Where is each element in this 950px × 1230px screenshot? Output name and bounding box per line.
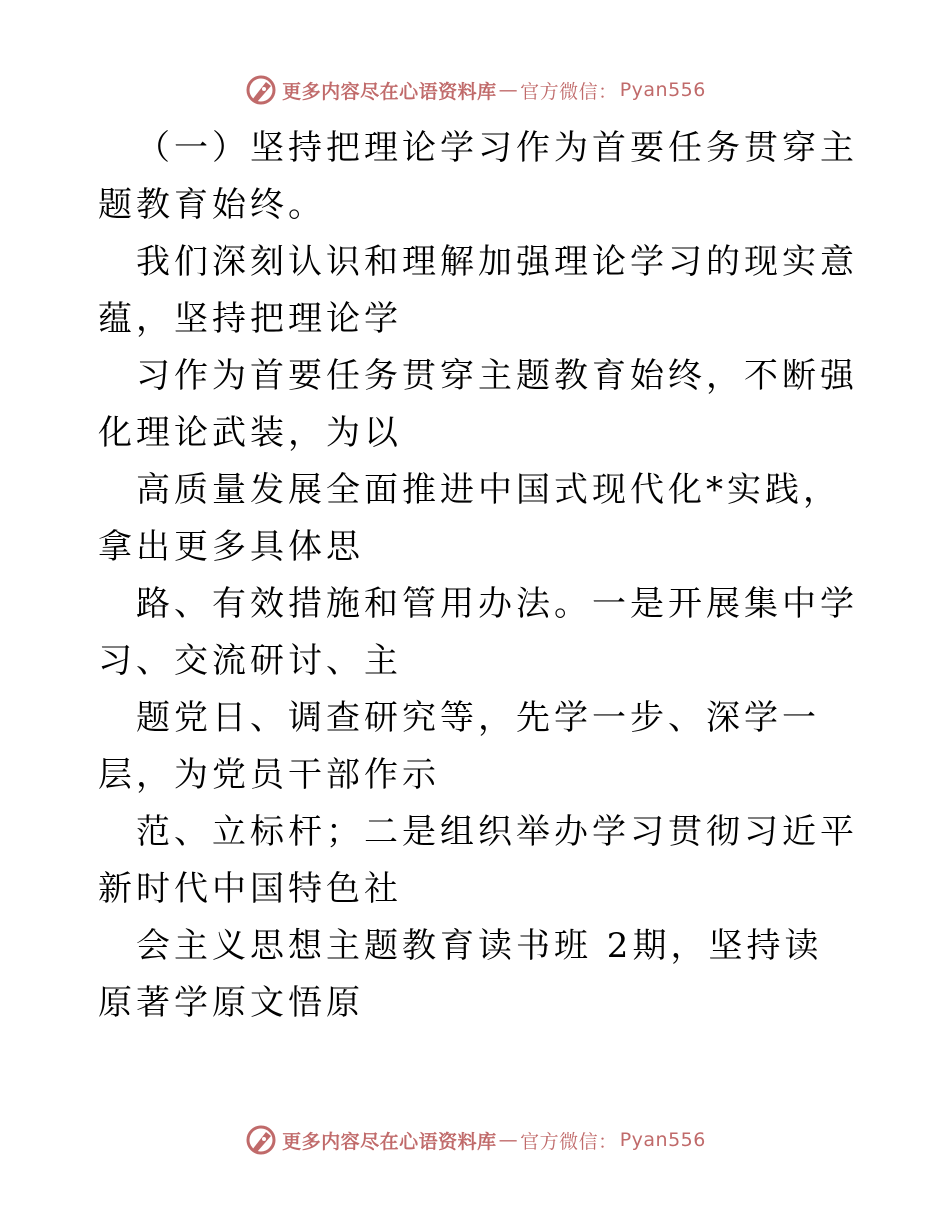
pen-nib-circle-icon [244, 1123, 278, 1157]
header-wechat-account: Pyan556 [619, 79, 706, 101]
header-banner [0, 70, 950, 110]
paragraph: 高质量发展全面推进中国式现代化*实践，拿出更多具体思 [98, 470, 841, 567]
footer-separator: — [498, 1129, 519, 1151]
header-wechat-label: 官方微信： [520, 80, 618, 103]
footer-wechat-account: Pyan556 [619, 1129, 706, 1151]
document-body [98, 120, 858, 1032]
header-separator: — [498, 79, 519, 101]
footer-site-name: 更多内容尽在心语资料库 [282, 1130, 497, 1153]
paragraph: 习作为首要任务贯穿主题教育始终，不断强化理论武装，为以 [98, 356, 858, 453]
paragraph: 题党日、调查研究等，先学一步、深学一层，为党员干部作示 [98, 698, 820, 795]
paragraph: 范、立标杆；二是组织举办学习贯彻习近平新时代中国特色社 [98, 812, 858, 909]
paragraph: 我们深刻认识和理解加强理论学习的现实意蕴，坚持把理论学 [98, 242, 858, 339]
paragraph-heading: （一）坚持把理论学习作为首要任务贯穿主题教育始终。 [98, 128, 858, 225]
footer-banner [0, 1120, 950, 1160]
paragraph: 路、有效措施和管用办法。一是开展集中学习、交流研讨、主 [98, 584, 858, 681]
paragraph: 会主义思想主题教育读书班 2期，坚持读原著学原文悟原 [98, 926, 823, 1023]
footer-wechat-label: 官方微信： [520, 1130, 618, 1153]
header-site-name: 更多内容尽在心语资料库 [282, 80, 497, 103]
pen-nib-circle-icon [244, 73, 278, 107]
